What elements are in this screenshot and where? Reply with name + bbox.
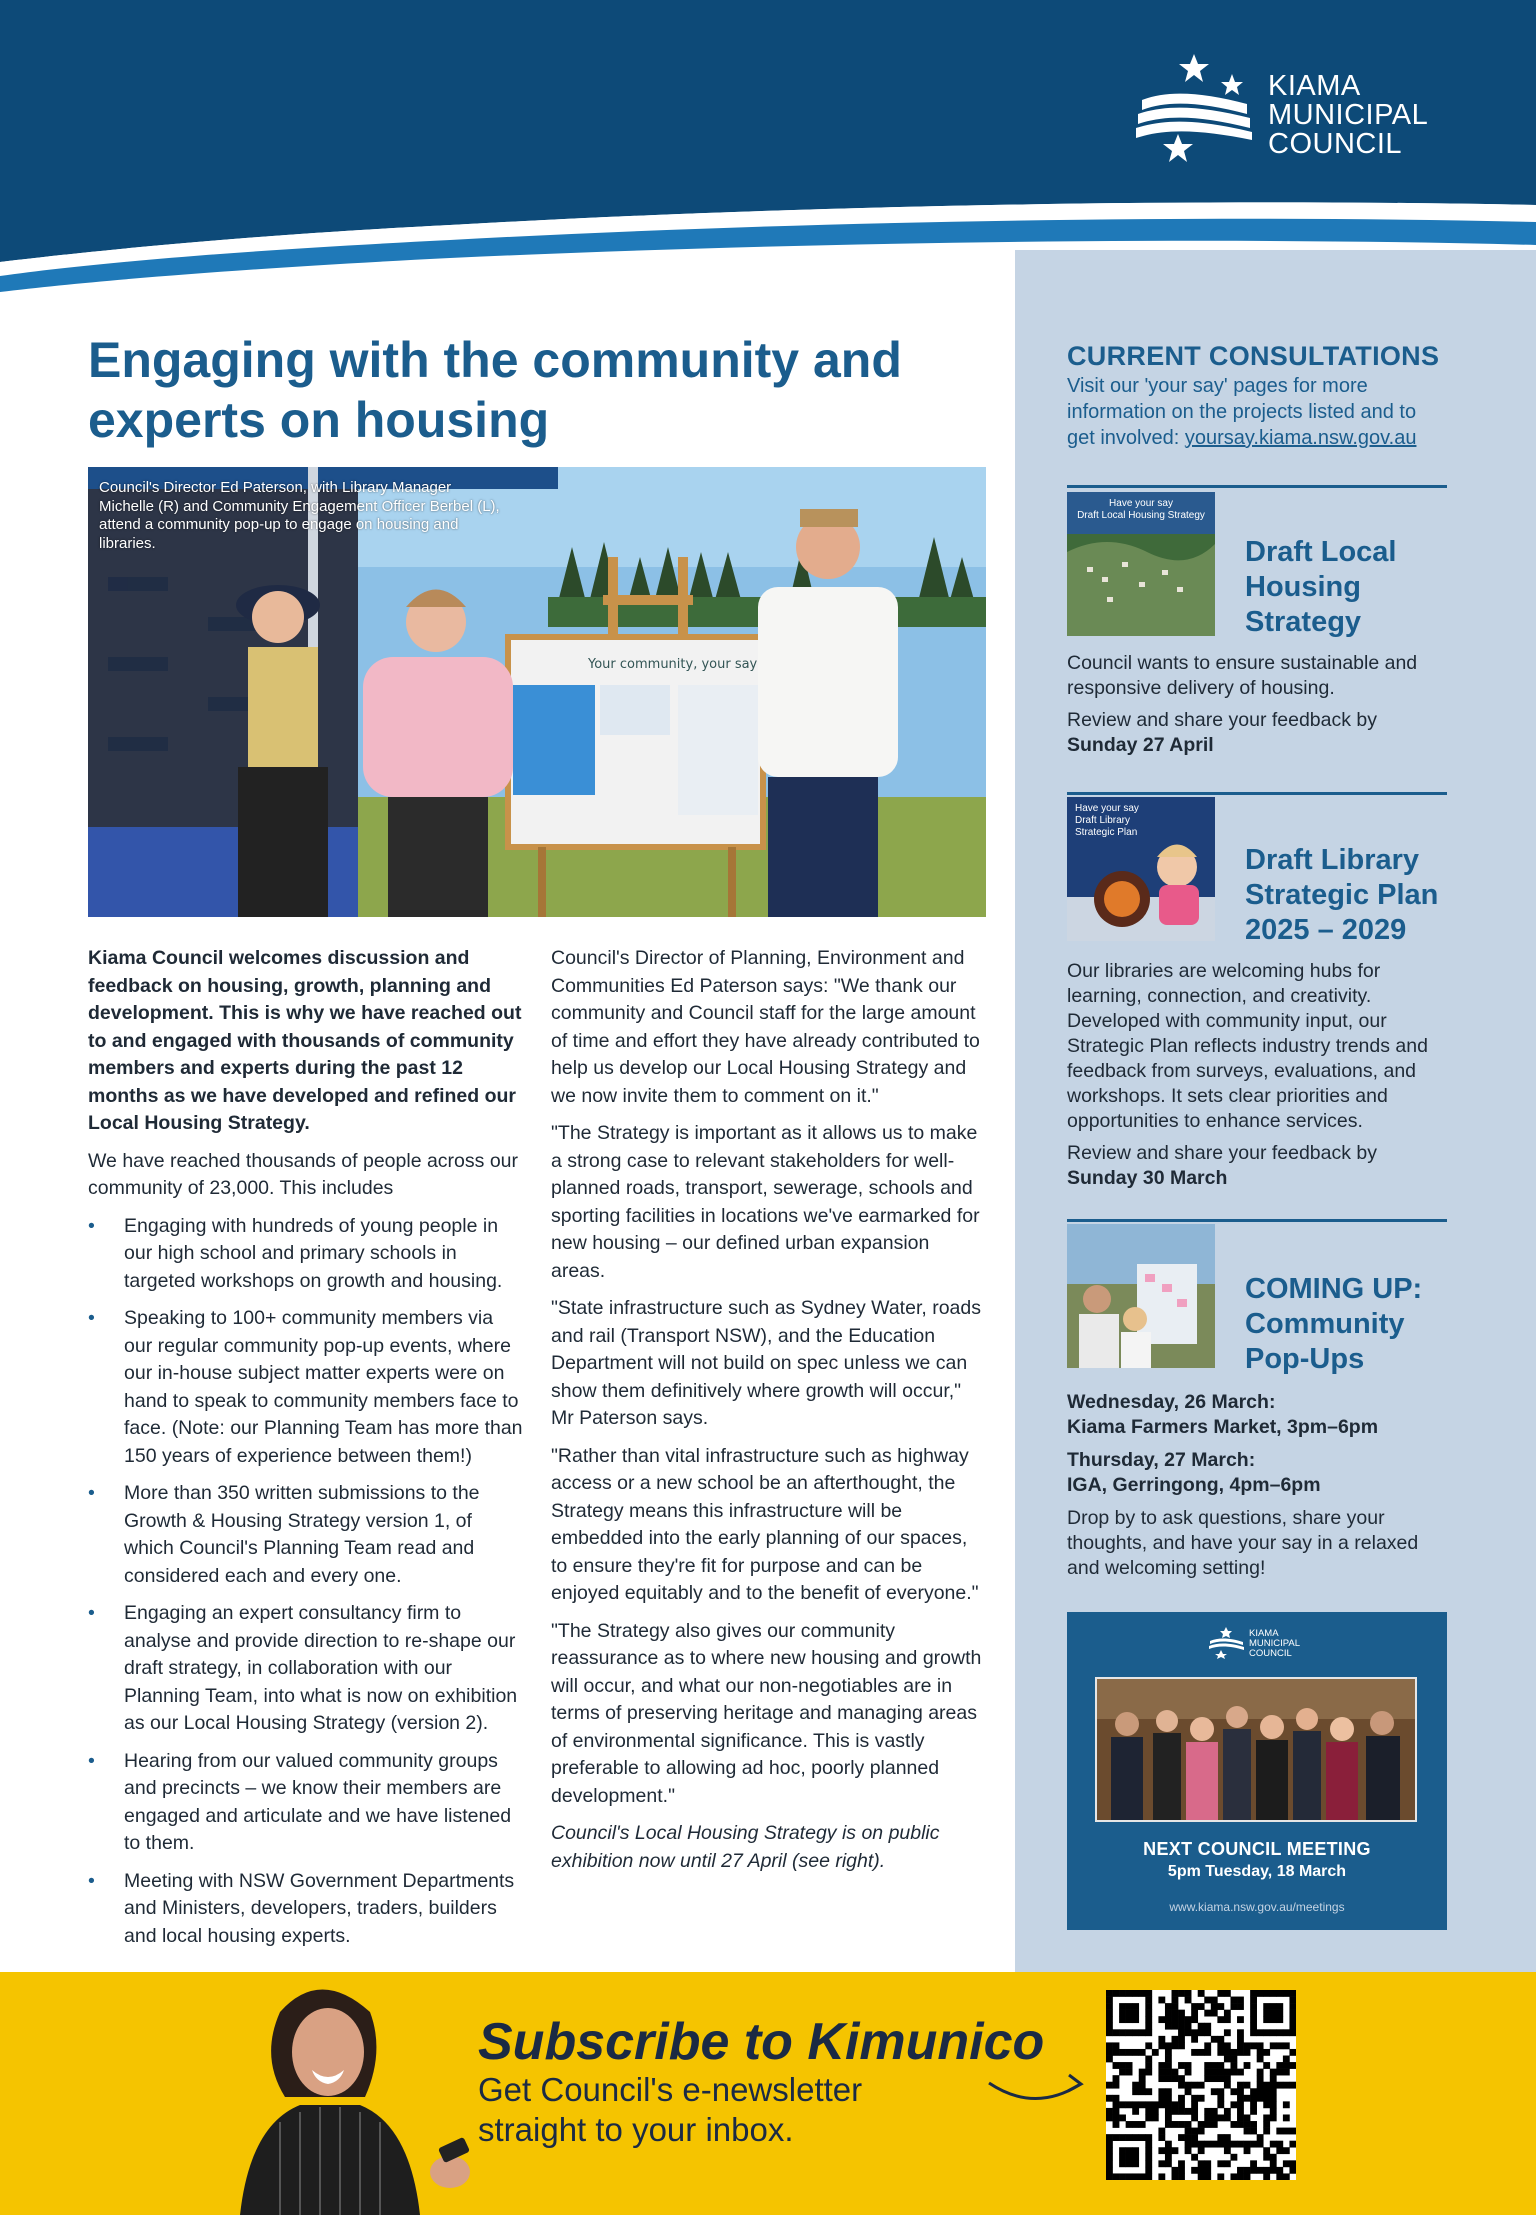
housing-feedback-prompt: Review and share your feedback by: [1067, 709, 1378, 731]
councillors-group-photo: [1095, 1677, 1417, 1822]
divider: [1067, 485, 1447, 488]
svg-text:Your community, your say: Your community, your say: [588, 657, 758, 672]
event2-location: IGA, Gerringong, 4pm–6pm: [1067, 1474, 1321, 1496]
excited-woman-image: [220, 1972, 480, 2215]
list-item: • Hearing from our valued community groups and precincts – we know their members are engaged and articulate and we have listened to them.: [88, 1748, 524, 1858]
library-deadline: Sunday 30 March: [1067, 1167, 1228, 1189]
meeting-title: NEXT COUNCIL MEETING: [1143, 1839, 1371, 1859]
yoursay-link[interactable]: yoursay.kiama.nsw.gov.au: [1184, 427, 1417, 449]
engagement-list: [88, 1213, 524, 1951]
housing-strategy-thumbnail[interactable]: [1067, 492, 1215, 636]
article-left-column: [88, 945, 524, 1960]
article-right-column: [551, 945, 987, 1875]
qr-code-icon: [1106, 1990, 1296, 2180]
council-emblem-icon: [1207, 1626, 1245, 1660]
popups-description: Drop by to ask questions, share your thoughts, and have your say in a relaxed and welcoming setting!: [1067, 1507, 1419, 1579]
housing-strategy-details: [1067, 651, 1447, 758]
council-logo[interactable]: [1132, 52, 1452, 168]
consultations-heading: CURRENT CONSULTATIONS: [1067, 341, 1440, 371]
library-feedback-prompt: Review and share your feedback by: [1067, 1142, 1378, 1164]
logo-line-1: KIAMA: [1268, 70, 1361, 102]
meeting-time: 5pm Tuesday, 18 March: [1167, 1863, 1347, 1880]
meeting-url-link[interactable]: www.kiama.nsw.gov.au/meetings: [1169, 1900, 1345, 1914]
list-item: • Meeting with NSW Government Departments and Ministers, developers, traders, builders and local housing experts.: [88, 1868, 524, 1951]
library-description: Our libraries are welcoming hubs for learning, connection, and creativity. Developed with community input, our Strategic Plan reflects industry trends and feedback from surveys, evaluations, and workshops. It sets clear priorities and opportunities to enhance services.: [1067, 960, 1428, 1132]
photo-caption: Council's Director Ed Paterson, with Library Manager Michelle (R) and Community Engagement Officer Berbel (L), attend a community pop-up to engage on housing and libraries.: [99, 479, 500, 552]
subscribe-line-2: straight to your inbox.: [478, 2111, 794, 2148]
library-plan-title[interactable]: Draft Library Strategic Plan 2025 – 2029: [1245, 844, 1439, 946]
meeting-logo-line-3: COUNCIL: [1249, 1648, 1292, 1659]
subscribe-title: Subscribe to Kimunico: [478, 2013, 1045, 2071]
event2-date: Thursday, 27 March:: [1067, 1449, 1256, 1471]
popups-title: COMING UP: Community Pop-Ups: [1245, 1273, 1423, 1375]
list-item: • Engaging with hundreds of young people in our high school and primary schools in targeted workshops on growth and housing.: [88, 1213, 524, 1296]
list-item: • More than 350 written submissions to the Growth & Housing Strategy version 1, of which Council's Planning Team read and considered each and every one.: [88, 1480, 524, 1590]
article-intro: Kiama Council welcomes discussion and feedback on housing, growth, planning and development. This is why we have reached out to and engaged with thousands of community members and experts during the past 12 months as we have developed and refined our Local Housing Strategy.: [88, 947, 522, 1134]
meeting-logo-text: [1249, 1629, 1300, 1659]
consultations-intro-text: Visit our 'your say' pages for more information on the projects listed and to get involved:: [1067, 375, 1417, 449]
council-meeting-card[interactable]: [1067, 1612, 1447, 1930]
list-item: • Engaging an expert consultancy firm to analyse and provide direction to re-shape our draft strategy, in collaboration with our Planning Team, into what is now on exhibition as our Local Housing Strategy (version 2).: [88, 1600, 524, 1738]
library-thumbnail-label: Have your say Draft Library Strategic Plan: [1075, 803, 1139, 838]
popups-thumbnail[interactable]: [1067, 1224, 1215, 1368]
article-paragraph: "The Strategy is important as it allows us to make a strong case to relevant stakeholders for well-planned roads, transport, sewerage, schools and sporting facilities in locations we've earmarked for new housing – our defined urban expansion areas.: [551, 1122, 980, 1282]
subscribe-qr-code[interactable]: [1106, 1990, 1296, 2180]
divider: [1067, 1219, 1447, 1222]
housing-deadline: Sunday 27 April: [1067, 734, 1214, 756]
article-title: Engaging with the community and experts on housing: [88, 332, 902, 448]
meeting-logo-line-2: MUNICIPAL: [1249, 1638, 1301, 1649]
council-emblem-icon: [1132, 52, 1258, 168]
library-plan-details: [1067, 959, 1447, 1191]
subscribe-banner[interactable]: [0, 1972, 1536, 2215]
logo-line-2: MUNICIPAL: [1268, 99, 1429, 131]
article-paragraph: "State infrastructure such as Sydney Water, roads and rail (Transport NSW), and the Education Department will not build on spec unless we can show them definitively where growth will occur," Mr Paterson says.: [551, 1297, 981, 1429]
library-plan-thumbnail[interactable]: [1067, 797, 1215, 941]
list-item: • Speaking to 100+ community members via our regular community pop-up events, where our in-house subject matter experts were on hand to speak to community members face to face. (Note: our Planning Team has more than 150 years of experience between them!): [88, 1305, 524, 1470]
article-paragraph: "The Strategy also gives our community reassurance as to where new housing and growth will occur, and what our non-negotiables are in terms of preserving heritage and managing areas of environmental significance. This is vastly preferable to allowing ad hoc, poorly planned development.": [551, 1619, 982, 1807]
housing-description: Council wants to ensure sustainable and responsive delivery of housing.: [1067, 652, 1418, 699]
event1-date: Wednesday, 26 March:: [1067, 1391, 1276, 1413]
article-paragraph: "Rather than vital infrastructure such as highway access or a new school be an afterthought, the Strategy means this infrastructure will be embedded into the early planning of our spaces, to ensure they're fit for purpose and can be enjoyed equitably and to the benefit of everyone.": [551, 1444, 979, 1604]
popups-details: [1067, 1390, 1447, 1581]
popup-crowd-image: [1067, 1224, 1215, 1368]
subscribe-line-1: Get Council's e-newsletter: [478, 2071, 863, 2108]
meeting-card-logo: [1207, 1626, 1317, 1664]
consultations-intro: [1067, 373, 1447, 451]
councillors-illustration: [1097, 1679, 1417, 1822]
curved-arrow-icon: [985, 2069, 1090, 2105]
meeting-logo-line-1: KIAMA: [1249, 1628, 1279, 1639]
housing-strategy-title[interactable]: Draft Local Housing Strategy: [1245, 536, 1397, 638]
council-logo-text: [1268, 72, 1428, 159]
community-popup-photo: [88, 467, 986, 917]
logo-line-3: COUNCIL: [1268, 128, 1403, 160]
housing-thumbnail-label: Have your say Draft Local Housing Strategy: [1077, 498, 1205, 521]
article-paragraph: Council's Director of Planning, Environment and Communities Ed Paterson says: "We thank our community and Council staff for the large amount of time and effort they have already contributed to help us develop our Local Housing Strategy and we now invite them to comment on it.": [551, 947, 980, 1107]
event1-location: Kiama Farmers Market, 3pm–6pm: [1067, 1416, 1379, 1438]
subscribe-text: [478, 2070, 1038, 2150]
article-lead: We have reached thousands of people across our community of 23,000. This includes: [88, 1149, 518, 1199]
article-closing-note: Council's Local Housing Strategy is on public exhibition now until 27 April (see right).: [551, 1822, 940, 1872]
divider: [1067, 792, 1447, 795]
